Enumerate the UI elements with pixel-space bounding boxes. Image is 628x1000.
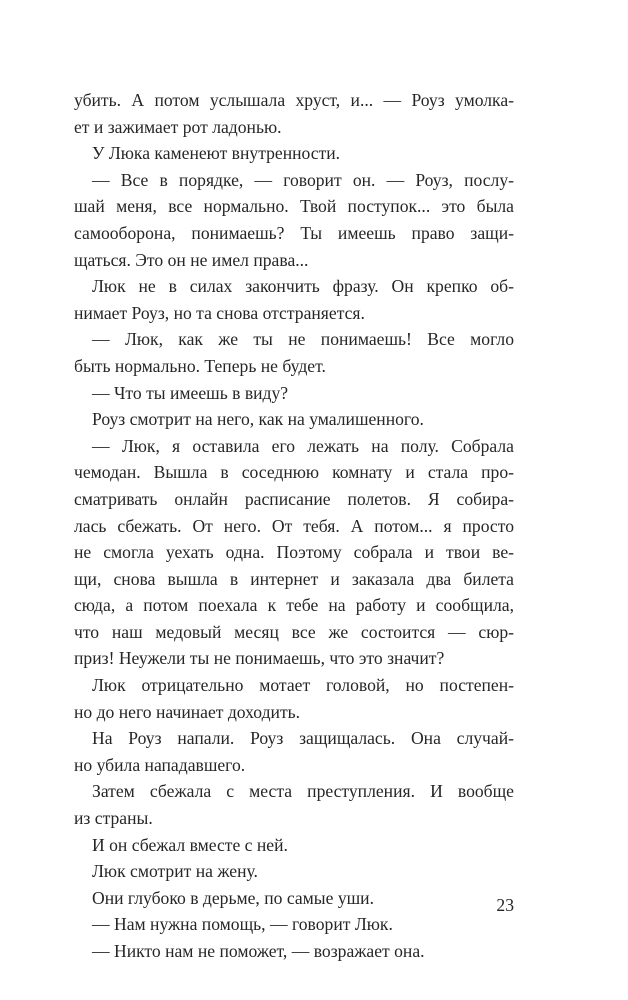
text-line: И он сбежал вместе с ней.	[92, 834, 288, 855]
paragraph	[74, 778, 514, 831]
text-line: — Никто нам не поможет, — возражает она.	[92, 941, 425, 961]
page-number: 23	[496, 895, 514, 915]
paragraph	[74, 167, 514, 273]
text-line: Роуз смотрит на него, как на умалишенного.	[92, 409, 424, 430]
paragraph	[74, 672, 514, 725]
text-line: сматривать онлайн расписание полетов. Я собира-	[74, 488, 514, 509]
paragraph	[74, 406, 514, 433]
text-line: — Все в порядке, — говорит он. — Роуз, послу-	[92, 169, 514, 190]
paragraph	[74, 326, 514, 379]
text-line: убить. А потом услышала хруст, и... — Роуз умолка-	[74, 90, 514, 110]
text-line: — Люк, как же ты не понимаешь! Все могло	[92, 329, 514, 350]
text-line: чемодан. Вышла в соседнюю комнату и стала про-	[74, 462, 514, 483]
text-line: не смогла уехать одна. Поэтому собрала и твои ве-	[74, 542, 514, 563]
text-line: Люк смотрит на жену.	[92, 861, 258, 882]
text-line: щи, снова вышла в интернет и заказала два билета	[74, 568, 514, 589]
text-line: — Нам нужна помощь, — говорит Люк.	[92, 914, 393, 935]
text-line: — Что ты имеешь в виду?	[92, 382, 289, 403]
paragraph	[74, 140, 514, 167]
text-line: быть нормально. Теперь не будет.	[74, 355, 326, 376]
text-line: приз! Неужели ты не понимаешь, что это значит?	[74, 648, 445, 669]
text-line: — Люк, я оставила его лежать на полу. Собрала	[92, 435, 514, 456]
text-line: шай меня, все нормально. Твой поступок... это была	[74, 196, 514, 217]
text-line: У Люка каменеют внутренности.	[92, 143, 341, 164]
paragraph	[74, 433, 514, 672]
paragraph	[74, 832, 514, 859]
paragraph	[74, 858, 514, 885]
paragraph	[74, 911, 514, 938]
paragraph	[74, 273, 514, 326]
text-line: из страны.	[74, 808, 153, 829]
paragraph	[74, 380, 514, 407]
text-line: что наш медовый месяц все же состоится — сюр-	[74, 621, 514, 642]
text-line: На Роуз напали. Роуз защищалась. Она случай-	[92, 728, 514, 749]
text-line: Они глубоко в дерьме, по самые уши.	[92, 887, 374, 908]
body-text	[74, 87, 514, 965]
paragraph	[74, 885, 514, 912]
text-line: Люк отрицательно мотает головой, но постепен-	[92, 675, 514, 696]
text-line: ет и зажимает рот ладонью.	[74, 116, 282, 137]
paragraph	[74, 938, 514, 965]
paragraph	[74, 725, 514, 778]
text-line: щаться. Это он не имел права...	[74, 249, 309, 270]
text-line: лась сбежать. От него. От тебя. А потом... я просто	[74, 515, 514, 536]
text-line: самооборона, понимаешь? Ты имеешь право защи-	[74, 222, 514, 243]
paragraph	[74, 87, 514, 140]
text-line: но убила нападавшего.	[74, 754, 246, 775]
text-line: но до него начинает доходить.	[74, 701, 301, 722]
text-line: сюда, а потом поехала к тебе на работу и сообщила,	[74, 595, 514, 616]
text-line: Затем сбежала с места преступления. И вообще	[92, 781, 514, 802]
text-line: Люк не в силах закончить фразу. Он крепко об-	[92, 276, 514, 297]
text-line: нимает Роуз, но та снова отстраняется.	[74, 302, 365, 323]
